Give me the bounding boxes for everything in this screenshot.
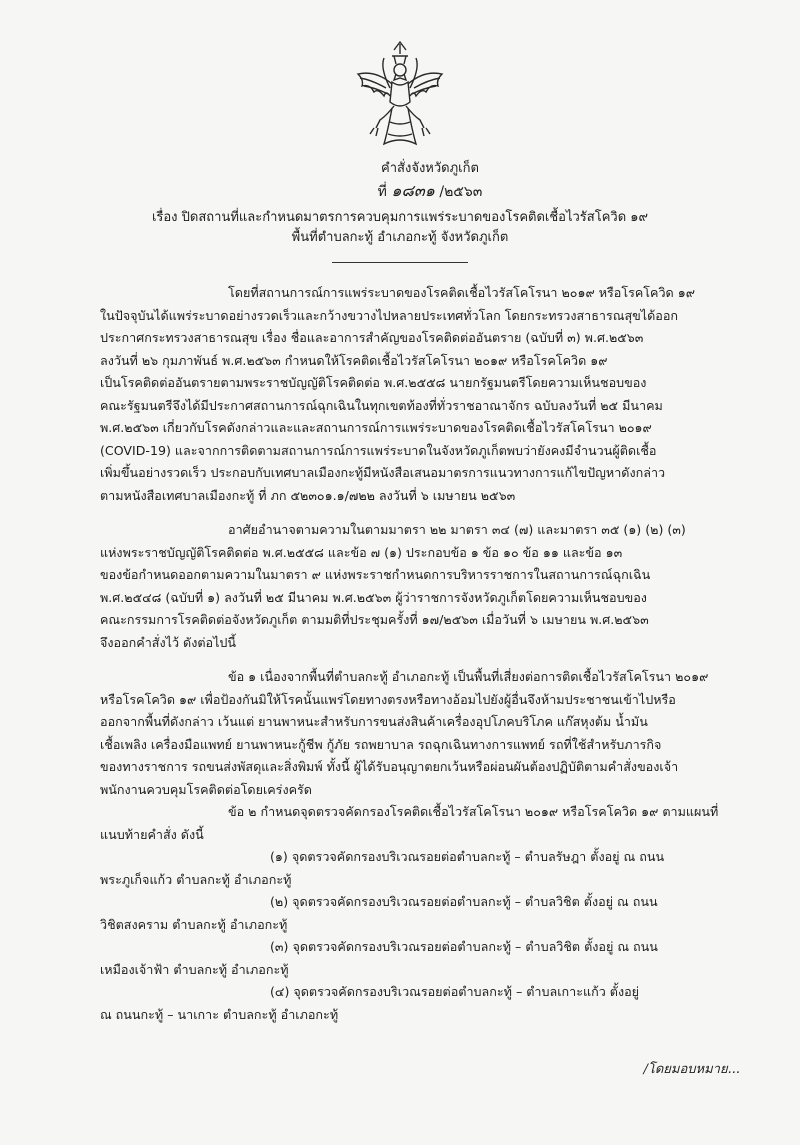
continuation-note bbox=[643, 1058, 740, 1079]
order-subject: เรื่อง ปิดสถานที่และกำหนดมาตรการควบคุมการแพร่ระบาดของโรคติดเชื้อไวรัสโควิด ๑๙ bbox=[151, 210, 649, 225]
body-line: (๑) จุดตรวจคัดกรองบริเวณรอยต่อตำบลกะทู้ – ตำบลรัษฎา ตั้งอยู่ ณ ถนน bbox=[270, 849, 665, 864]
order-number bbox=[30, 182, 800, 201]
body-line: ข้อ ๑ เนื่องจากพื้นที่ตำบลกะทู้ อำเภอกะทู้ เป็นพื้นที่เสี่ยงต่อการติดเชื้อไวรัสโคโรนา ๒๐๑๙ bbox=[228, 669, 709, 684]
body-line: เป็นโรคติดต่ออันตรายตามพระราชบัญญัติโรคติดต่อ พ.ศ.๒๕๕๘ นายกรัฐมนตรีโดยความเห็นชอบของ bbox=[100, 375, 647, 390]
body-line: พ.ศ.๒๕๔๘ (ฉบับที่ ๑) ลงวันที่ ๒๕ มีนาคม พ.ศ.๒๕๖๓ ผู้ว่าราชการจังหวัดภูเก็ตโดยความเห็นชอบของ bbox=[100, 589, 647, 605]
body-line: ในปัจจุบันได้แพร่ระบาดอย่างรวดเร็วและกว้างขวางไปหลายประเทศทั่วโลก โดยกระทรวงสาธารณสุขได้ออก bbox=[100, 307, 679, 323]
body-line: ลงวันที่ ๒๖ กุมภาพันธ์ พ.ศ.๒๕๖๓ กำหนดให้โรคติดเชื้อไวรัสโคโรนา ๒๐๑๙ หรือโรคโควิด ๑๙ bbox=[100, 352, 608, 368]
body-line: เชื้อเพลิง เครื่องมือแพทย์ ยานพาหนะกู้ชีพ กู้ภัย รถพยาบาล รถฉุกเฉินทางการแพทย์ รถที่ใช้สำหรับภารกิจ bbox=[100, 736, 662, 752]
body-line: หรือโรคโควิด ๑๙ เพื่อป้องกันมิให้โรคนั้นแพร่โดยทางตรงหรือทางอ้อมไปยังผู้อื่นจึงห้ามประชาชนเข้าไปหรือ bbox=[100, 691, 676, 707]
body-line: (๒) จุดตรวจคัดกรองบริเวณรอยต่อตำบลกะทู้ – ตำบลวิชิต ตั้งอยู่ ณ ถนน bbox=[270, 894, 658, 909]
body-line: ณ ถนนกะทู้ – นาเกาะ ตำบลกะทู้ อำเภอกะทู้ bbox=[100, 1006, 339, 1022]
body-line: วิชิตสงคราม ตำบลกะทู้ อำเภอกะทู้ bbox=[100, 916, 288, 932]
order-body bbox=[100, 282, 728, 1026]
body-line: ข้อ ๒ กำหนดจุดตรวจคัดกรองโรคติดเชื้อไวรัสโคโรนา ๒๐๑๙ หรือโรคโควิด ๑๙ ตามแผนที่ bbox=[228, 804, 719, 819]
header-divider bbox=[332, 262, 468, 263]
body-line: จึงออกคำสั่งไว้ ดังต่อไปนี้ bbox=[100, 634, 237, 650]
body-line: (COVID-19) และจากการติดตามสถานการณ์การแพร่ระบาดในจังหวัดภูเก็ตพบว่ายังคงมีจำนวนผู้ติดเชื้อ bbox=[100, 442, 657, 458]
order-number-handwritten: ๑๘๓๑ bbox=[391, 181, 435, 200]
body-line: แนบท้ายคำสั่ง ดังนี้ bbox=[100, 826, 204, 842]
continuation-text: /โดยมอบหมาย... bbox=[643, 1062, 740, 1077]
garuda-emblem-icon bbox=[350, 40, 450, 150]
body-line: (๔) จุดตรวจคัดกรองบริเวณรอยต่อตำบลกะทู้ – ตำบลเกาะแก้ว ตั้งอยู่ bbox=[270, 984, 640, 999]
body-line: ตามหนังสือเทศบาลเมืองกะทู้ ที่ ภก ๕๒๓๐๑.๑/๗๒๒ ลงวันที่ ๖ เมษายน ๒๕๖๓ bbox=[100, 487, 516, 503]
body-line: พนักงานควบคุมโรคติดต่อโดยเคร่งครัด bbox=[100, 781, 312, 797]
body-line: คณะรัฐมนตรีจึงได้มีประกาศสถานการณ์ฉุกเฉินในทุกเขตท้องที่ทั่วราชอาณาจักร ฉบับลงวันที่ ๒๕ มีนาคม bbox=[100, 397, 663, 413]
body-line: เพิ่มขึ้นอย่างรวดเร็ว ประกอบกับเทศบาลเมืองกะทู้มีหนังสือเสนอมาตรการแนวทางการแก้ไขปัญหาดังกล่าว bbox=[100, 465, 666, 480]
body-line: โดยที่สถานการณ์การแพร่ระบาดของโรคติดเชื้อไวรัสโคโรนา ๒๐๑๙ หรือโรคโควิด ๑๙ bbox=[228, 285, 695, 300]
body-line: คณะกรรมการโรคติดต่อจังหวัดภูเก็ต ตามมติที่ประชุมครั้งที่ ๑๗/๒๕๖๓ เมื่อวันที่ ๖ เมษายน พ.ศ.๒๕๖๓ bbox=[100, 612, 649, 627]
body-line: ออกจากพื้นที่ดังกล่าว เว้นแต่ ยานพาหนะสำหรับการขนส่งสินค้าเครื่องอุปโภคบริโภค แก๊สหุงต้ม น้ำมัน bbox=[100, 714, 648, 729]
body-line: พระภูเก็จแก้ว ตำบลกะทู้ อำเภอกะทู้ bbox=[100, 871, 292, 887]
body-line: (๓) จุดตรวจคัดกรองบริเวณรอยต่อตำบลกะทู้ – ตำบลวิชิต ตั้งอยู่ ณ ถนน bbox=[270, 939, 658, 954]
paragraph-gap bbox=[100, 654, 728, 666]
order-area: พื้นที่ตำบลกะทู้ อำเภอกะทู้ จังหวัดภูเก็ต bbox=[291, 230, 509, 245]
paragraph-gap bbox=[100, 507, 728, 519]
order-title: คำสั่งจังหวัดภูเก็ต bbox=[381, 161, 479, 176]
body-line: แห่งพระราชบัญญัติโรคติดต่อ พ.ศ.๒๕๕๘ และข้อ ๗ (๑) ประกอบข้อ ๑ ข้อ ๑๐ ข้อ ๑๑ และข้อ ๑๓ bbox=[100, 544, 623, 560]
body-line: ของข้อกำหนดออกตามความในมาตรา ๙ แห่งพระราชกำหนดการบริหารราชการในสถานการณ์ฉุกเฉิน bbox=[100, 567, 651, 582]
order-number-suffix: /๒๕๖๓ bbox=[439, 184, 483, 200]
body-line: เหมืองเจ้าฟ้า ตำบลกะทู้ อำเภอกะทู้ bbox=[100, 961, 289, 977]
body-line: อาศัยอำนาจตามความในตามมาตรา ๒๒ มาตรา ๓๔ (๗) และมาตรา ๓๕ (๑) (๒) (๓) bbox=[228, 522, 686, 537]
body-line: ประกาศกระทรวงสาธารณสุข เรื่อง ชื่อและอาการสำคัญของโรคติดต่ออันตราย (ฉบับที่ ๓) พ.ศ.๒๕๖๓ bbox=[100, 330, 644, 345]
body-line: พ.ศ.๒๕๖๓ เกี่ยวกับโรคดังกล่าวและและสถานการณ์การแพร่ระบาดของโรคติดเชื้อไวรัสโคโรนา ๒๐๑๙ bbox=[100, 420, 652, 435]
order-number-prefix: ที่ bbox=[377, 184, 387, 200]
body-line: ของทางราชการ รถขนส่งพัสดุและสิ่งพิมพ์ ทั้งนี้ ผู้ได้รับอนุญาตยกเว้นหรือผ่อนผันต้องปฏิบัติตามคำสั่งของเจ้า bbox=[100, 759, 679, 774]
